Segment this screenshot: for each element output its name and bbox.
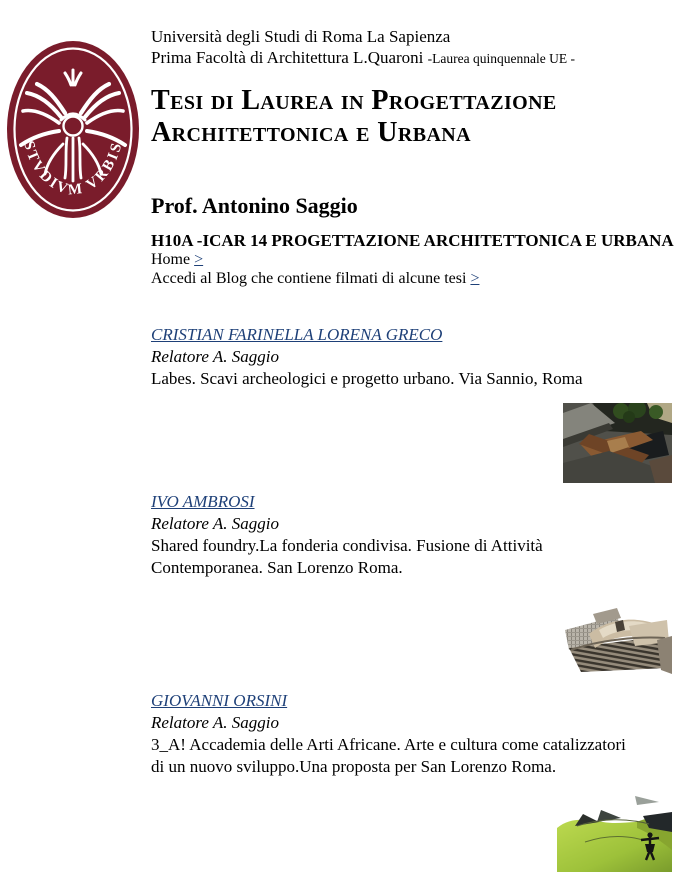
thesis-title-line xyxy=(151,324,679,346)
thesis-entry xyxy=(151,491,679,579)
home-label: Home xyxy=(151,251,191,268)
professor-name: Prof. Antonino Saggio xyxy=(151,193,358,218)
home-nav-line xyxy=(151,250,679,269)
thesis-description: Labes. Scavi archeologici e progetto urbano. Via Sannio, Roma xyxy=(151,369,583,388)
thumbnail-row xyxy=(151,403,672,483)
thesis-link-orsini[interactable]: GIOVANNI ORSINI xyxy=(151,691,288,710)
faculty-line xyxy=(151,47,679,69)
thesis-link-ambrosi[interactable]: IVO AMBROSI xyxy=(151,492,255,511)
thesis-advisor: Relatore A. Saggio xyxy=(151,514,279,533)
course-heading: H10A -ICAR 14 PROGETTAZIONE ARCHITETTONICA E URBANA xyxy=(151,231,674,250)
thesis-thumbnail-green-render xyxy=(557,788,672,872)
thesis-title-line xyxy=(151,491,679,513)
thesis-entry xyxy=(151,690,679,778)
thesis-title-line xyxy=(151,690,679,712)
blog-link[interactable]: > xyxy=(470,270,480,287)
thumbnail-row xyxy=(151,788,672,872)
thesis-thumbnail-aerial-photo xyxy=(563,403,672,483)
thesis-link-farinella-greco[interactable]: CRISTIAN FARINELLA LORENA GRECO xyxy=(151,325,443,344)
thesis-description: 3_A! Accademia delle Arti Africane. Arte e cultura come catalizzatori di un nuovo sviluppo.Una proposta per San Lorenzo Roma. xyxy=(151,735,626,776)
thesis-entry xyxy=(151,324,679,390)
sapienza-seal-icon xyxy=(6,40,140,219)
thumbnail-row xyxy=(151,600,672,684)
university-name: Università degli Studi di Roma La Sapienza xyxy=(151,27,451,46)
thesis-description: Shared foundry.La fonderia condivisa. Fusione di Attività Contemporanea. San Lorenzo Roma. xyxy=(151,536,543,577)
home-link[interactable]: > xyxy=(194,251,204,268)
sapienza-seal-logo xyxy=(6,40,140,219)
logo-motto-text: STVDIVM VRBIS xyxy=(20,139,126,199)
blog-nav-line xyxy=(151,269,679,288)
thesis-advisor: Relatore A. Saggio xyxy=(151,347,279,366)
thesis-thumbnail-foundry-model xyxy=(559,600,672,684)
thesis-advisor: Relatore A. Saggio xyxy=(151,713,279,732)
degree-note: -Laurea quinquennale UE - xyxy=(427,51,575,66)
page-title xyxy=(151,85,679,149)
faculty-name: Prima Facoltà di Architettura L.Quaroni xyxy=(151,48,424,67)
blog-label: Accedi al Blog che contiene filmati di alcune tesi xyxy=(151,270,467,287)
page-title-line-1: Tesi di Laurea in Progettazione xyxy=(151,85,557,116)
page-title-line-2: Architettonica e Urbana xyxy=(151,117,471,148)
